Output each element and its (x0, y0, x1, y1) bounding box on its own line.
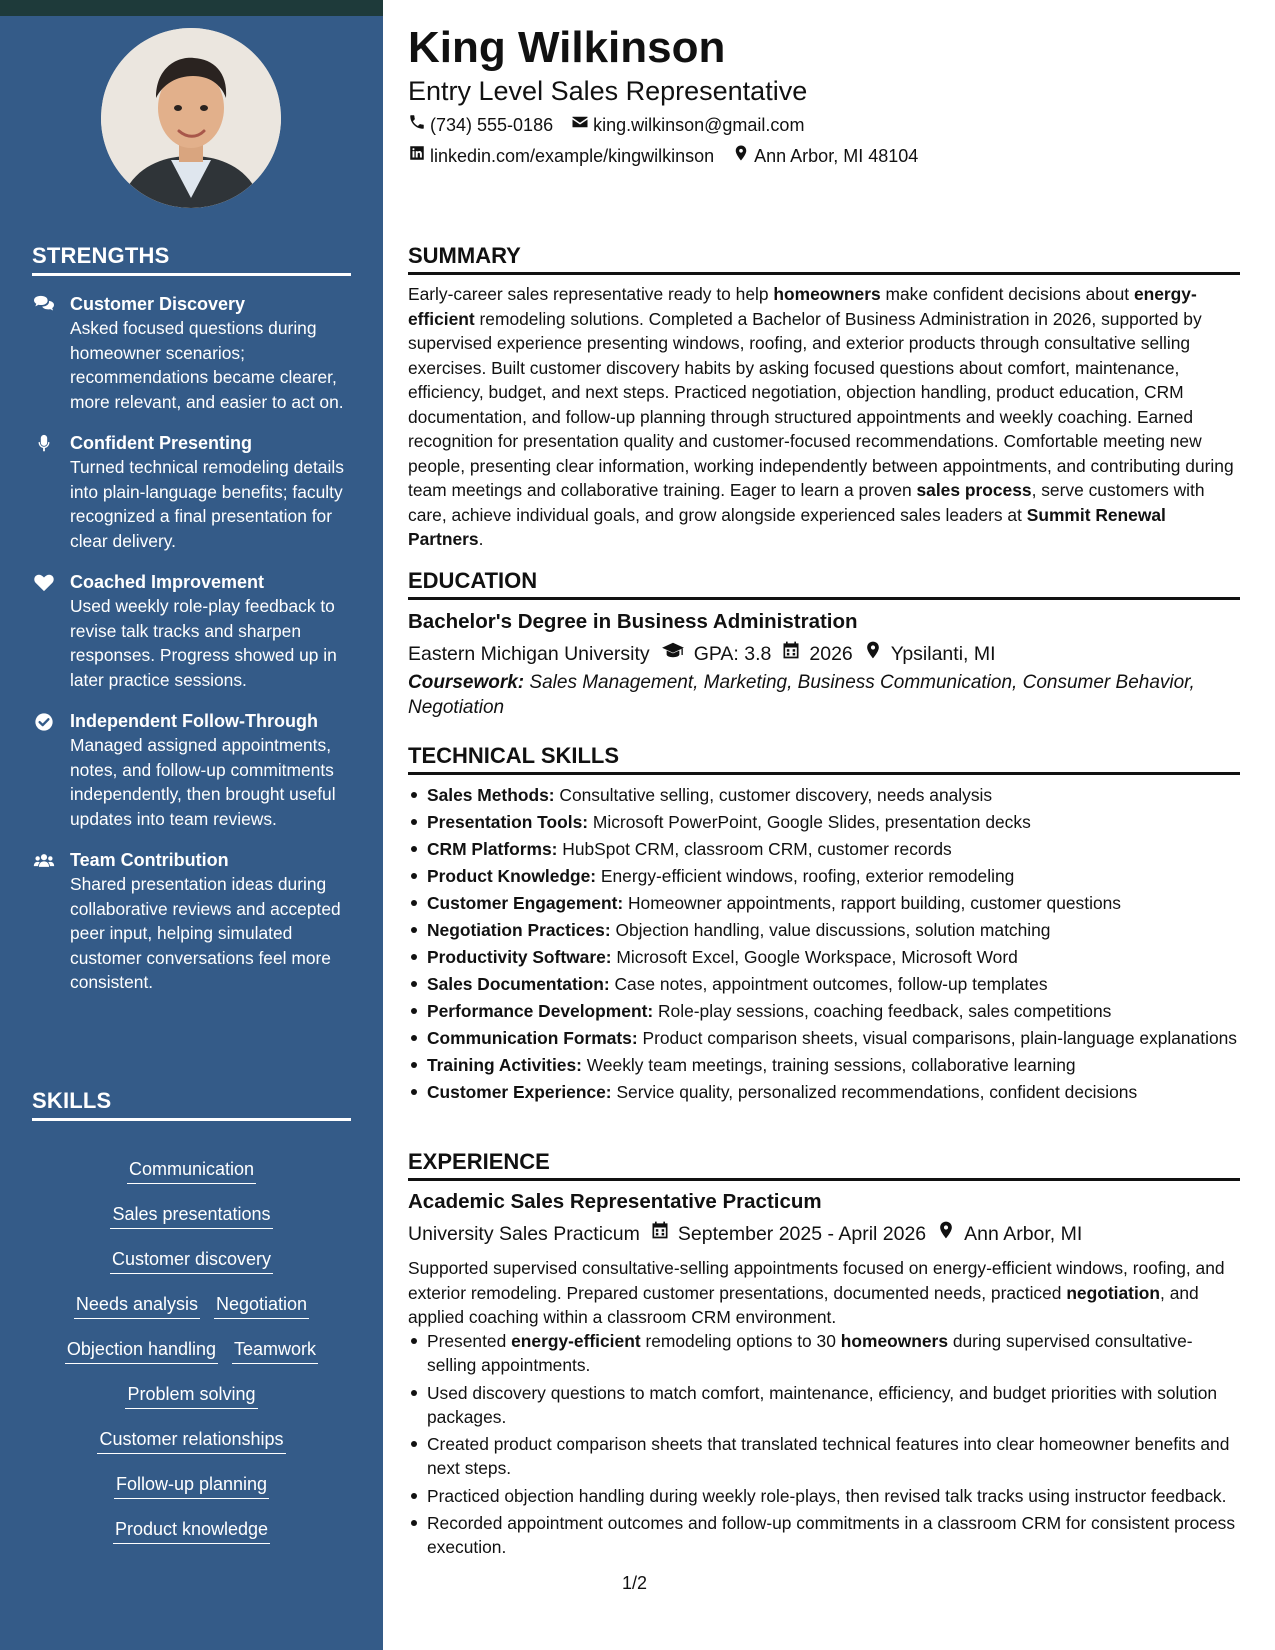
skill-value: Energy-efficient windows, roofing, exterior remodeling (596, 866, 1015, 886)
skill-value: Product comparison sheets, visual comparisons, plain-language explanations (637, 1028, 1237, 1048)
summary-emphasis: homeowners (773, 284, 881, 304)
map-pin-icon (863, 640, 883, 667)
skill-value: Role-play sessions, coaching feedback, sales competitions (653, 1001, 1112, 1021)
skill-label: Sales Documentation: (427, 974, 610, 994)
summary-emphasis: energy-efficient (408, 284, 1197, 329)
heart-icon (32, 570, 70, 692)
school-name (408, 641, 650, 667)
microphone-icon (32, 431, 70, 553)
list-item (408, 810, 1240, 834)
list-item (408, 1053, 1240, 1077)
experience-bullets (408, 1329, 1240, 1563)
linkedin-icon (408, 144, 426, 168)
skill-value: Service quality, personalized recommendations, confident decisions (611, 1082, 1138, 1102)
skill-label: Customer Engagement: (427, 893, 624, 913)
strength-title: Team Contribution (70, 850, 229, 870)
list-item (408, 837, 1240, 861)
skill-tag: Objection handling (65, 1337, 218, 1364)
phone-icon (408, 113, 426, 137)
skill-tag: Customer relationships (97, 1427, 285, 1454)
email-link[interactable]: king.wilkinson@gmail.com (593, 115, 805, 135)
description-part: Supported supervised consultative-selling appointments focused on energy-efficient windows, roofing, and exterior remodeling. Prepared customer presentations, documented needs, practiced (408, 1258, 1225, 1303)
gpa-text: GPA: 3.8 (693, 642, 772, 665)
summary-part: Early-career sales representative ready to help (408, 284, 774, 304)
description-part: , and applied coaching within a classroom CRM environment. (408, 1282, 1199, 1327)
skill-value: Objection handling, value discussions, solution matching (610, 920, 1051, 940)
calendar-icon (650, 1220, 670, 1247)
bullet-part: Presented (427, 1331, 512, 1351)
bullet-part: during supervised consultative-selling appointments. (427, 1331, 1193, 1375)
strength-item (32, 709, 357, 831)
comments-icon (32, 292, 70, 414)
summary-part: make confident decisions about (880, 284, 1134, 304)
strength-text: Asked focused questions during homeowner scenarios; recommendations became clearer, more relevant, and easier to act on. (70, 318, 344, 412)
profile-photo (101, 28, 281, 208)
sidebar-top-bar (0, 0, 383, 16)
education-meta (408, 640, 996, 667)
skill-tag: Negotiation (214, 1292, 309, 1319)
map-pin-icon (936, 1220, 956, 1247)
bullet-part: remodeling options to 30 (640, 1331, 841, 1351)
calendar-icon (781, 640, 801, 667)
skill-label: Productivity Software: (427, 947, 612, 967)
list-item (408, 1026, 1240, 1050)
experience-heading: EXPERIENCE (408, 1149, 1240, 1181)
strengths-list (32, 292, 357, 1012)
list-item (408, 918, 1240, 942)
candidate-name: King Wilkinson (408, 23, 726, 72)
school-text: Eastern Michigan University (408, 642, 650, 665)
summary-part: . (478, 529, 484, 549)
strength-item (32, 570, 357, 692)
list-item (408, 1080, 1240, 1104)
skill-label: Presentation Tools: (427, 812, 589, 832)
skill-tag: Follow-up planning (114, 1472, 269, 1499)
location-text: Ann Arbor, MI 48104 (754, 146, 919, 166)
organization (408, 1221, 640, 1247)
strength-title: Customer Discovery (70, 294, 246, 314)
strength-item (32, 431, 357, 553)
skill-value: Microsoft Excel, Google Workspace, Microsoft Word (611, 947, 1018, 967)
list-item (408, 972, 1240, 996)
linkedin-link[interactable]: linkedin.com/example/kingwilkinson (430, 146, 715, 166)
education-heading: EDUCATION (408, 568, 1240, 600)
phone-number[interactable]: (734) 555-0186 (430, 115, 554, 135)
strength-item (32, 292, 357, 414)
coursework-list: Sales Management, Marketing, Business Communication, Consumer Behavior, Negotiation (408, 672, 1195, 718)
strength-title: Confident Presenting (70, 433, 253, 453)
list-item (408, 945, 1240, 969)
skill-label: Sales Methods: (427, 785, 555, 805)
strength-item (32, 848, 357, 995)
contact-row-1 (408, 113, 804, 137)
summary-emphasis: Summit Renewal Partners (408, 504, 1166, 549)
list-item (408, 864, 1240, 888)
dates-text: September 2025 - April 2026 (677, 1222, 927, 1245)
skill-label: Negotiation Practices: (427, 920, 611, 940)
gpa (660, 640, 772, 667)
list-item (408, 999, 1240, 1023)
summary-part: , serve customers with care, achieve individual goals, and grow alongside experienced sales leaders at (408, 480, 1205, 525)
coursework-label: Coursework: (408, 672, 525, 693)
check-circle-icon (32, 709, 70, 831)
strengths-heading: STRENGTHS (32, 243, 351, 276)
phone-contact (408, 113, 553, 137)
summary-text (408, 282, 1240, 552)
school-location-text: Ypsilanti, MI (890, 642, 996, 665)
skill-value: Consultative selling, customer discovery, needs analysis (554, 785, 993, 805)
experience-dates (650, 1220, 926, 1247)
email-contact (571, 113, 804, 137)
list-item: Created product comparison sheets that translated technical features into clear homeowner benefits and next steps. (408, 1432, 1240, 1480)
skill-value: Weekly team meetings, training sessions, collaborative learning (581, 1055, 1076, 1075)
skill-tag: Needs analysis (74, 1292, 200, 1319)
technical-skills-list (408, 783, 1240, 1107)
skill-value: Microsoft PowerPoint, Google Slides, presentation decks (588, 812, 1031, 832)
description-emphasis: negotiation (1066, 1282, 1161, 1303)
skill-value: Homeowner appointments, rapport building, customer questions (623, 893, 1121, 913)
coursework (408, 671, 1240, 720)
page-number: 1/2 (622, 1573, 648, 1593)
skills-list (32, 1157, 351, 1562)
school-location (863, 640, 996, 667)
degree-title: Bachelor's Degree in Business Administration (408, 610, 858, 633)
year-text: 2026 (809, 642, 853, 665)
list-item (408, 783, 1240, 807)
strength-text: Shared presentation ideas during collaborative reviews and accepted peer input, helping simulated customer conversations feel more consistent. (70, 874, 341, 992)
skill-label: Performance Development: (427, 1001, 654, 1021)
summary-heading: SUMMARY (408, 243, 1240, 275)
skill-label: Communication Formats: (427, 1028, 638, 1048)
linkedin-contact (408, 144, 714, 168)
experience-meta (408, 1220, 1082, 1247)
experience-location (936, 1220, 1082, 1247)
envelope-icon (571, 113, 589, 137)
summary-part: remodeling solutions. Completed a Bachelor of Business Administration in 2026, supported by supervised experience presenting windows, roofing, and exterior products through consultative selling exercises. Built customer discovery habits by asking focused questions about comfort, maintenance, efficiency, budget, and next steps. Practiced negotiation, objection handling, product education, CRM documentation, and follow-up planning through structured appointments and weekly coaching. Earned recognition for presentation quality and customer-focused recommendations. Comfortable meeting new people, presenting clear information, working independently between appointments, and contributing during team meetings and collaborative training. Eager to learn a proven (408, 308, 1234, 500)
summary-emphasis: sales process (916, 480, 1032, 500)
strength-text: Managed assigned appointments, notes, and follow-up commitments independently, then brought useful updates into team reviews. (70, 735, 336, 829)
experience-title: Academic Sales Representative Practicum (408, 1190, 822, 1213)
skills-heading: SKILLS (32, 1088, 351, 1121)
skill-label: Training Activities: (427, 1055, 582, 1075)
list-item: Practiced objection handling during weekly role-plays, then revised talk tracks using instructor feedback. (408, 1484, 1240, 1508)
bullet-emphasis: homeowners (840, 1331, 948, 1351)
skill-label: CRM Platforms: (427, 839, 558, 859)
bullet-emphasis: energy-efficient (511, 1331, 641, 1351)
organization-text: University Sales Practicum (408, 1222, 640, 1245)
skill-tag: Product knowledge (113, 1517, 270, 1544)
graduation-cap-icon (660, 640, 686, 667)
location-text: Ann Arbor, MI (964, 1222, 1083, 1245)
skill-value: HubSpot CRM, classroom CRM, customer records (557, 839, 952, 859)
list-item (408, 1329, 1240, 1377)
contact-row-2 (408, 144, 918, 168)
skill-value: Case notes, appointment outcomes, follow-up templates (609, 974, 1048, 994)
skill-label: Product Knowledge: (427, 866, 597, 886)
skill-tag: Communication (127, 1157, 256, 1184)
skill-tag: Sales presentations (110, 1202, 272, 1229)
map-pin-icon (732, 144, 750, 168)
strength-title: Independent Follow-Through (70, 711, 318, 731)
avatar (101, 28, 281, 208)
strength-text: Used weekly role-play feedback to revise talk tracks and sharpen responses. Progress showed up in later practice sessions. (70, 596, 337, 690)
skill-label: Customer Experience: (427, 1082, 612, 1102)
skill-tag: Problem solving (125, 1382, 257, 1409)
graduation-year (781, 640, 852, 667)
skill-tag: Customer discovery (110, 1247, 273, 1274)
experience-description (408, 1256, 1240, 1330)
skill-tag: Teamwork (232, 1337, 318, 1364)
list-item: Used discovery questions to match comfort, maintenance, efficiency, and budget priorities with solution packages. (408, 1381, 1240, 1429)
technical-skills-heading: TECHNICAL SKILLS (408, 743, 1240, 775)
strength-title: Coached Improvement (70, 572, 265, 592)
job-title: Entry Level Sales Representative (408, 76, 808, 106)
users-icon (32, 848, 70, 995)
list-item (408, 891, 1240, 915)
strength-text: Turned technical remodeling details into plain-language benefits; faculty recognized a final presentation for clear delivery. (70, 457, 344, 551)
list-item: Recorded appointment outcomes and follow-up commitments in a classroom CRM for consistent process execution. (408, 1511, 1240, 1559)
location-contact (732, 144, 918, 168)
